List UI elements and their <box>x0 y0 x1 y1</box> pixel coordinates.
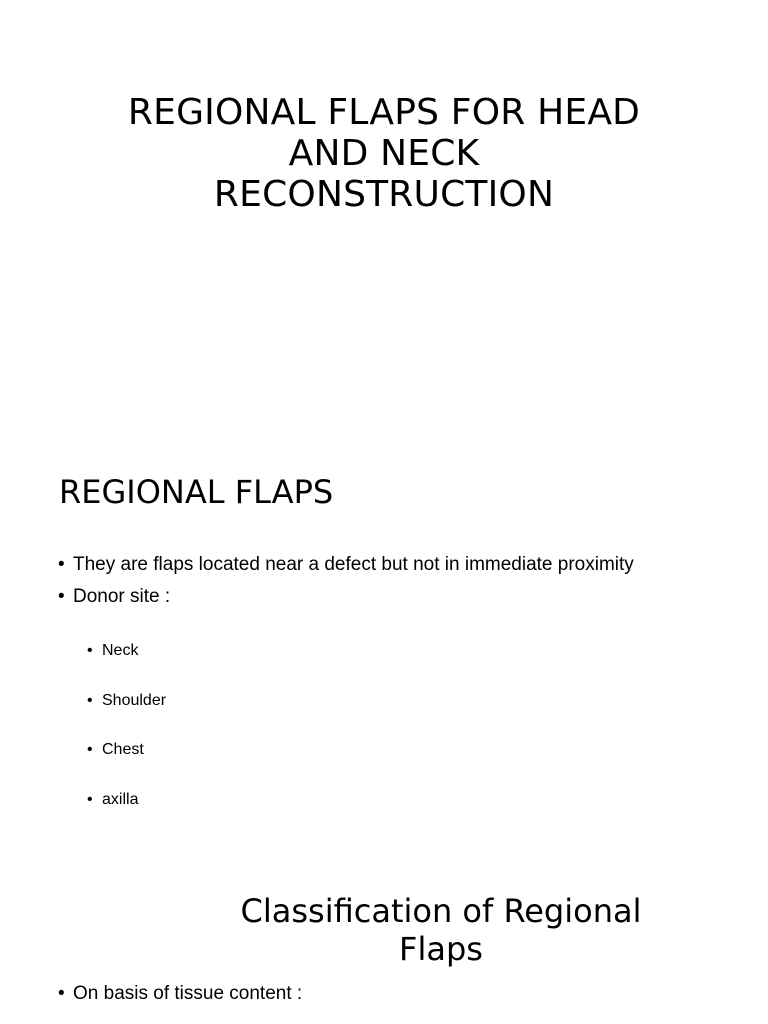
bullet-list <box>58 549 634 613</box>
heading-line: Flaps <box>399 930 483 968</box>
heading-line: Classification of Regional <box>240 892 642 930</box>
sub-bullet-item: • Chest <box>87 740 166 760</box>
bullet-item: • On basis of tissue content : <box>58 978 302 1010</box>
classification-slide <box>0 864 768 1024</box>
bullet-item: • They are flaps located near a defect but not in immediate proximity <box>58 549 634 581</box>
title-line: REGIONAL FLAPS FOR HEAD <box>127 92 641 133</box>
regional-flaps-slide <box>0 432 768 864</box>
slide-heading <box>200 892 682 968</box>
bullet-item: • Donor site : <box>58 581 634 613</box>
title-slide <box>0 0 768 432</box>
title-line: AND NECK <box>288 133 480 174</box>
sub-bullet-item: • axilla <box>87 790 166 810</box>
slide-title <box>60 92 708 215</box>
title-line: RECONSTRUCTION <box>213 174 555 215</box>
bullet-list <box>58 978 302 1010</box>
sub-bullet-list <box>87 641 166 839</box>
sub-bullet-item: • Neck <box>87 641 166 661</box>
slide-heading: REGIONAL FLAPS <box>59 473 334 511</box>
sub-bullet-item: • Shoulder <box>87 691 166 711</box>
